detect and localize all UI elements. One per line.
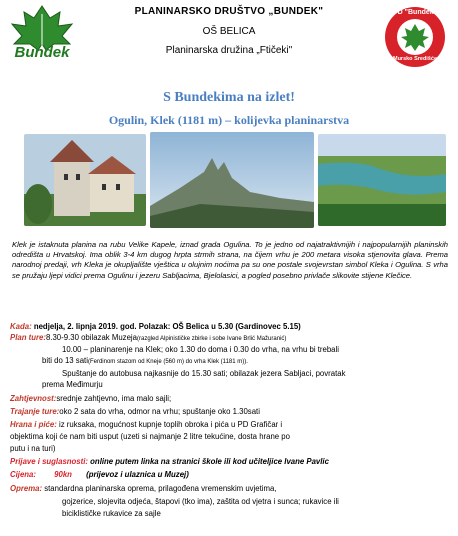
kada-label: Kada: <box>10 322 32 331</box>
plan-line3-row <box>42 356 458 367</box>
org-name: PLANINARSKO DRUŠTVO „BUNDEK" <box>134 6 324 17</box>
zahtjevnost-row <box>10 394 450 404</box>
hrana-row <box>10 420 450 430</box>
hrana-label: Hrana i piće: <box>10 420 57 429</box>
zahtjevnost-text: srednje zahtjevno, ima malo sajli; <box>56 394 172 403</box>
plan-line3-note: (Ferdinom stazom od Kneje (560 m) do vrha Klek (1181 m)). <box>87 359 248 365</box>
plan-line3: biti do 13 sati <box>42 356 88 365</box>
pd-bundek-badge <box>384 6 446 68</box>
group-name: Planinarska družina „Ftičeki" <box>165 45 293 56</box>
plan-line4: Spuštanje do autobusa najkasnije do 15.30 sati; obilazak jezera Sabljaci, povratak <box>62 369 346 378</box>
kada-row <box>10 322 450 332</box>
hrana-line2: objektima koji će nam biti usput (uzeti si najmanje 2 litre tekućine, dosta hrane po <box>10 432 290 441</box>
plan-line1-note: (razgled Alpinističke zbirke i sobe Ivane Brlić Mažuranić) <box>137 336 287 342</box>
trajanje-text: oko 2 sata do vrha, odmor na vrhu; spuštanje oko 1.30sati <box>59 407 260 416</box>
klek-mountain-photo <box>150 132 314 228</box>
lake-sabljaci-photo <box>318 134 446 226</box>
oprema-line3: biciklističke rukavice za sajle <box>62 509 161 518</box>
prijave-row <box>10 457 450 467</box>
plan-line2: 10.00 – planinarenje na Klek; oko 1.30 do doma i 0.30 do vrha, na vrhu bi trebali <box>62 345 339 354</box>
cijena-note: (prijevoz i ulaznica u Muzej) <box>86 470 189 479</box>
page-title: S Bundekima na izlet! <box>163 90 295 105</box>
hrana-line3: putu i na turi) <box>10 444 56 453</box>
zahtjevnost-label: Zahtjevnost: <box>10 394 57 403</box>
trajanje-row <box>10 407 450 417</box>
oprema-row <box>10 484 450 494</box>
prijave-label: Prijave i suglasnosti: <box>10 457 88 466</box>
oprema-label: Oprema: <box>10 484 43 493</box>
castle-photo <box>24 134 146 226</box>
plan-label: Plan ture: <box>10 333 46 342</box>
prijave-text: online putem linka na stranici škole ili kod učiteljice Ivane Pavlic <box>88 457 329 466</box>
oprema-line1: standardna planinarska oprema, prilagođena vremenskim uvjetima, <box>42 484 277 493</box>
oprema-line2: gojzerice, slojevita odjeća, štapovi (tko ima), zaštita od vjetra i sunca; rukavice ili <box>62 497 339 506</box>
plan-line1: 8.30-9.30 obilazak Muzeja <box>45 333 137 342</box>
cijena-amount: 90kn <box>54 470 72 479</box>
plan-row <box>10 333 450 344</box>
trajanje-label: Trajanje ture: <box>10 407 60 416</box>
cijena-row <box>10 470 450 480</box>
school-name: OŠ BELICA <box>202 26 256 37</box>
kada-text: nedjelja, 2. lipnja 2019. god. Polazak: OŠ Belica u 5.30 (Gardinovec 5.15) <box>31 322 301 331</box>
cijena-label: Cijena: <box>10 470 36 479</box>
plan-line5: prema Međimurju <box>42 380 103 389</box>
hrana-line1: iz ruksaka, mogućnost kupnje toplih obroka i pića u PD Grafičar i <box>56 420 283 429</box>
page-subtitle: Ogulin, Klek (1181 m) – kolijevka planinarstva <box>108 113 350 127</box>
intro-paragraph: Klek je istaknuta planina na rubu Velike Kapele, iznad grada Ogulina. To je jedno od najatraktivnijih i najpopularnijih planinskih odredišta u Hrvatskoj. Ima oblik 3-4 km dugog hrpta strmih strana, na čijem vrhu je 200 metara visoka stjenovita glava. Prema narodnoj predaji, vrh Kleka je okupljalište vještica u olujnim noćima pa su one postale svojevrstan simbol Kleka i Ogulina. S vrha se pružaju ljepi vidici prema Ogulinu i jezeru Sabljacima, Bjelolasici, a pogled posebno privlače slikovite stijene Klečice. <box>12 240 448 280</box>
badge-top-text: PD "Bundek" <box>393 9 437 16</box>
logo-text: Bundek <box>14 44 70 61</box>
badge-bottom-text: Mursko Središće <box>392 56 438 62</box>
